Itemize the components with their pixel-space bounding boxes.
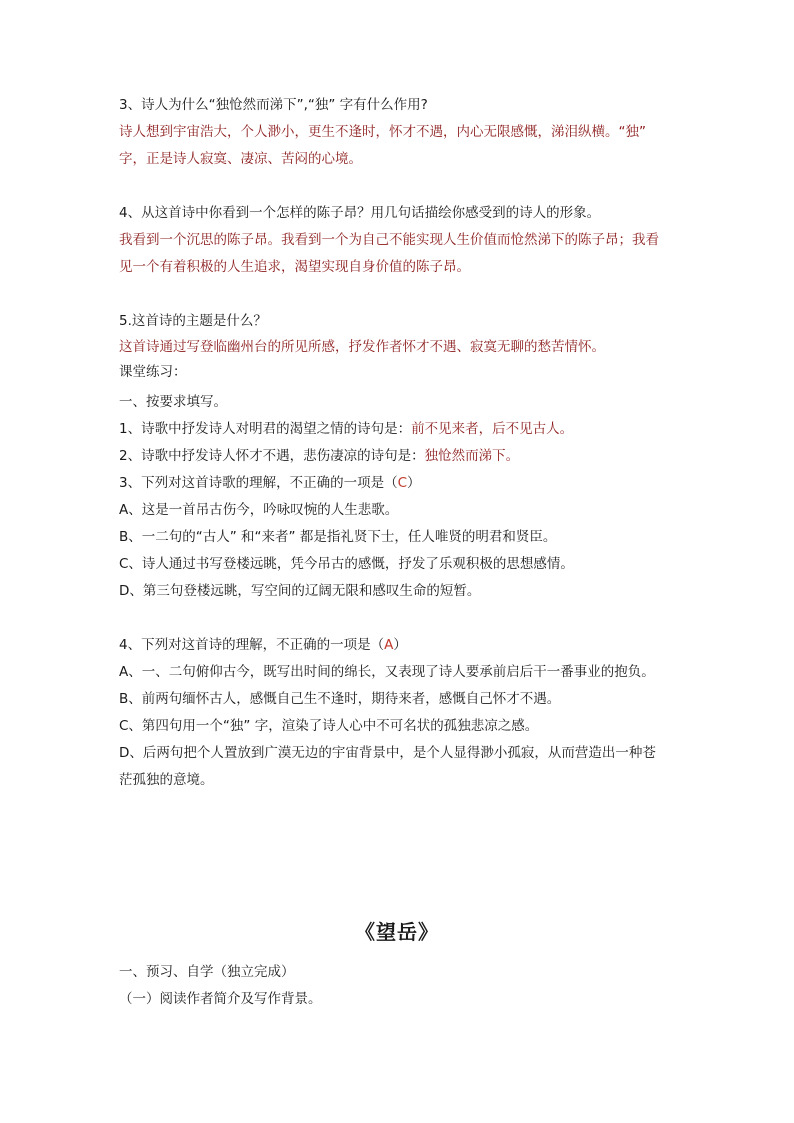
mc-question-3 [119,473,421,493]
practice-section1: 一、按要求填写。 [119,394,227,410]
fill-question-2 [119,446,519,466]
mc3-option-d: D、第三句登楼远眺，写空间的辽阔无限和感叹生命的短暂。 [119,583,481,599]
q5-answer: 这首诗通过写登临幽州台的所见所感，抒发作者怀才不遇、寂寞无聊的愁苦情怀。 [119,339,605,355]
q3-answer-line1: 诗人想到宇宙浩大，个人渺小，更生不逢时，怀才不遇，内心无限感慨，涕泪纵横。“独” [119,124,646,140]
mc4-option-d: D、后两句把个人置放到广漠无边的宇宙背景中，是个人显得渺小孤寂，从而营造出一种苍 [119,745,656,761]
mc4-option-d-continued: 茫孤独的意境。 [119,772,214,788]
fill2-prefix: 2、诗歌中抒发诗人怀才不遇，悲伤凄凉的诗句是： [119,448,425,464]
lesson-section: 一、预习、自学（独立完成） [119,964,295,980]
q4-answer-line1: 我看到一个沉思的陈子昂。我看到一个为自己不能实现人生价值而怆然涕下的陈子昂；我看 [119,232,659,248]
fill2-answer: 独怆然而涕下。 [424,448,520,464]
mc-question-4 [119,635,407,655]
lesson-subsection: （一）阅读作者简介及写作背景。 [119,991,322,1007]
mc3-answer: C [397,475,408,491]
q3-answer-line2: 字，正是诗人寂寞、凄凉、苦闷的心境。 [119,151,362,167]
fill1-answer: 前不见来者，后不见古人。 [411,421,574,437]
mc4-answer: A [384,637,394,653]
mc4-prefix: 4、下列对这首诗的理解，不正确的一项是（ [119,637,385,653]
lesson-title: 《望岳》 [355,920,439,944]
q4-question: 4、从这首诗中你看到一个怎样的陈子昂？用几句话描绘你感受到的诗人的形象。 [119,205,601,221]
mc3-option-b: B、一二句的“古人” 和“来者” 都是指礼贤下士，任人唯贤的明君和贤臣。 [119,529,557,545]
mc3-option-a: A、这是一首吊古伤今，吟咏叹惋的人生悲歌。 [119,502,399,518]
q4-answer-line2: 见一个有着积极的人生追求，渴望实现自身价值的陈子昂。 [119,259,470,275]
q5-question: 5.这首诗的主题是什么？ [119,313,267,329]
mc3-suffix: ） [407,475,421,491]
mc4-option-c: C、第四句用一个“独” 字，渲染了诗人心中不可名状的孤独悲凉之感。 [119,718,539,734]
mc3-prefix: 3、下列对这首诗歌的理解，不正确的一项是（ [119,475,398,491]
fill1-prefix: 1、诗歌中抒发诗人对明君的渴望之情的诗句是： [119,421,412,437]
mc3-option-c: C、诗人通过书写登楼远眺，凭今吊古的感慨，抒发了乐观积极的思想感情。 [119,556,574,572]
mc4-suffix: ） [393,637,407,653]
mc4-option-a: A、一、二句俯仰古今，既写出时间的绵长，又表现了诗人要承前启后干一番事业的抱负。 [119,664,655,680]
practice-heading: 课堂练习： [119,364,187,380]
q3-question: 3、诗人为什么“独怆然而涕下”,“独” 字有什么作用? [119,97,428,113]
mc4-option-b: B、前两句缅怀古人，感慨自己生不逢时，期待来者，感慨自己怀才不遇。 [119,691,561,707]
fill-question-1 [119,419,573,439]
